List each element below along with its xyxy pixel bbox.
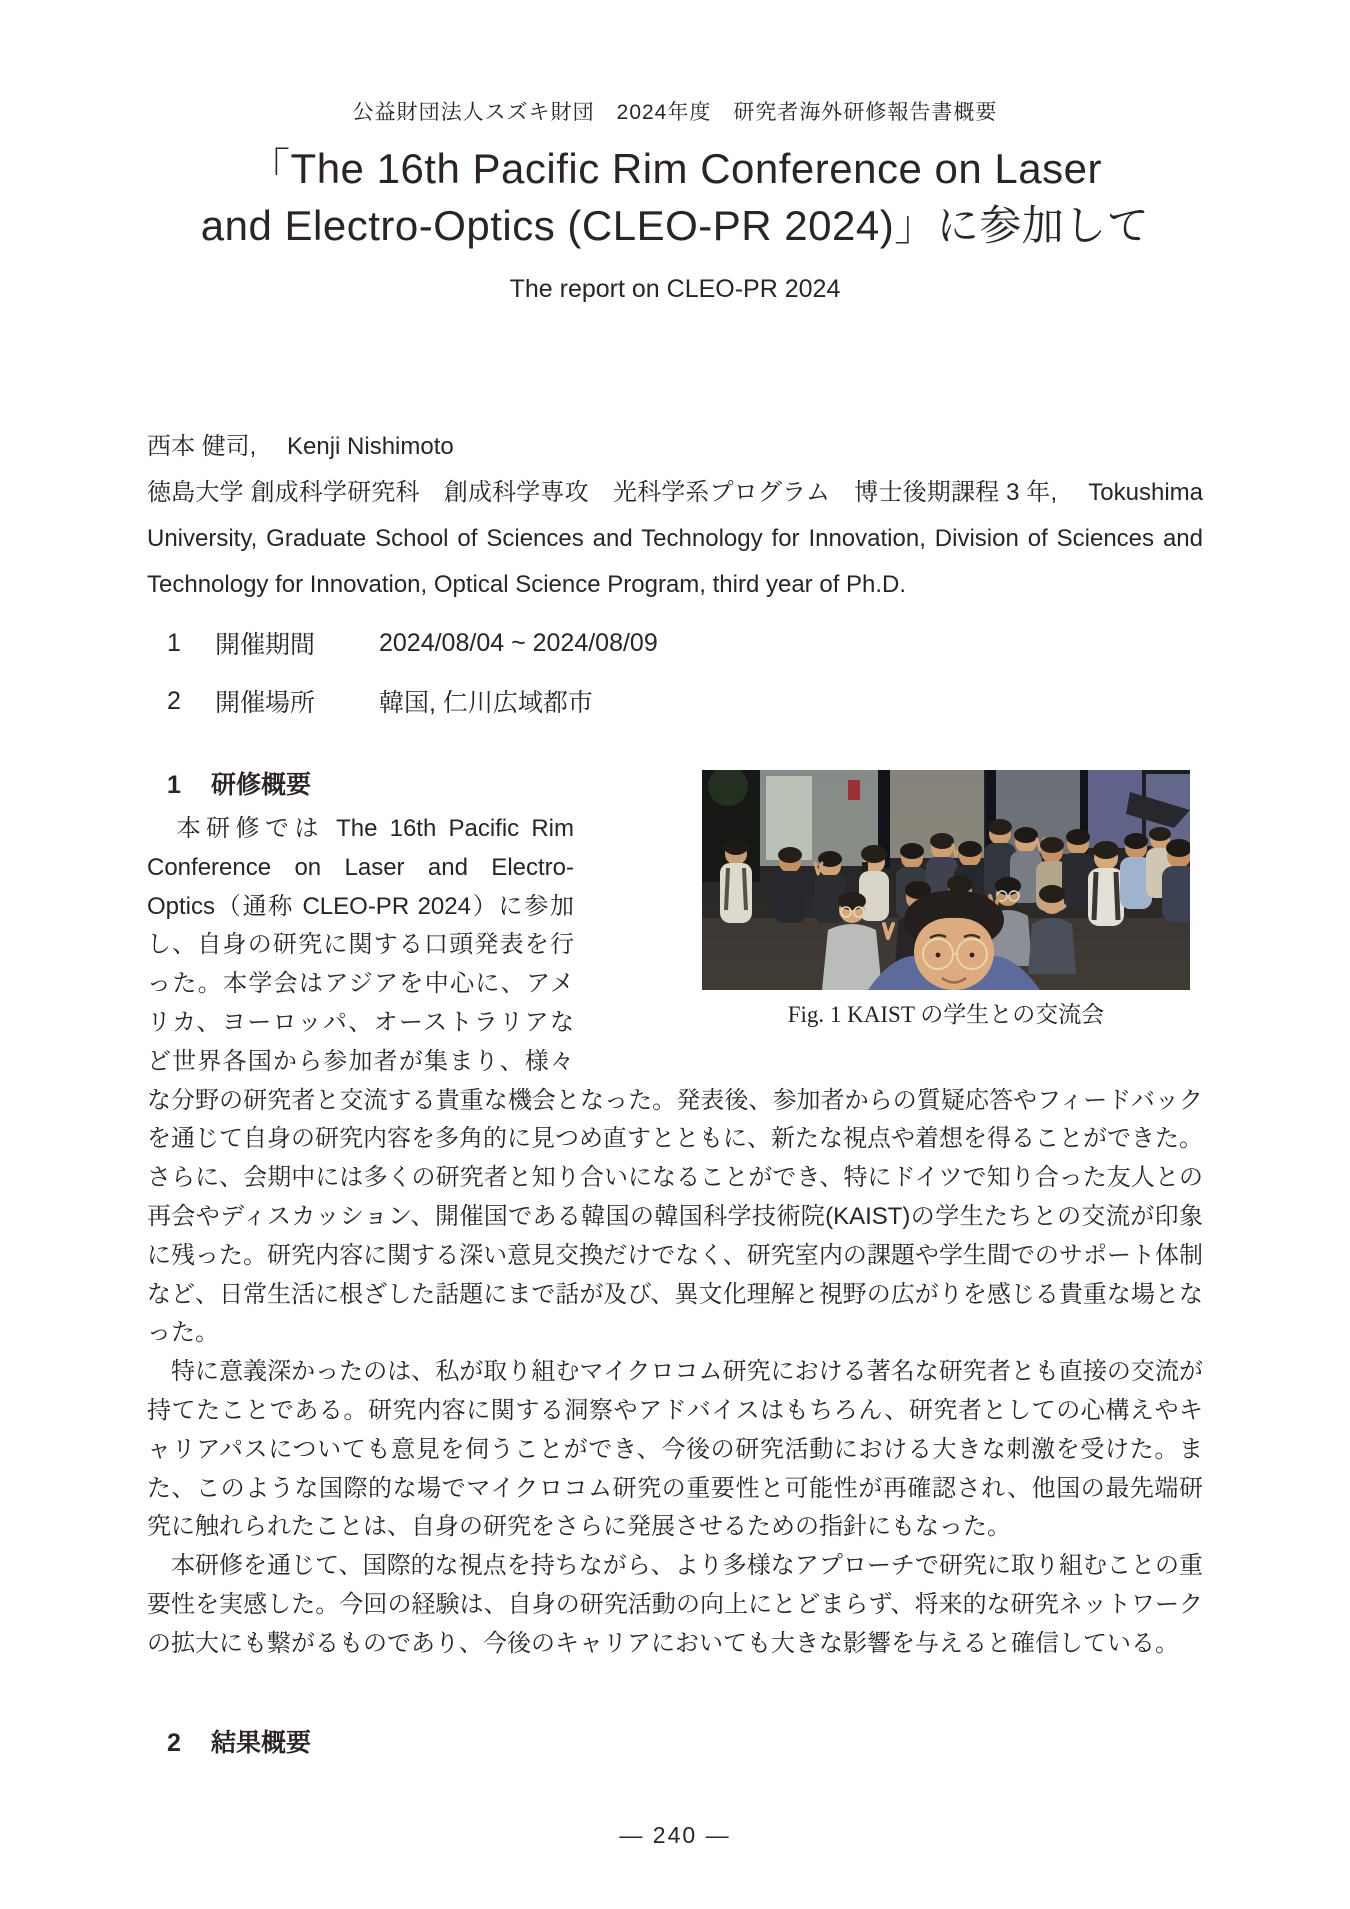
report-title-line1: 「The 16th Pacific Rim Conference on Laser [248, 145, 1102, 192]
group-photo-illustration [702, 770, 1190, 990]
meta-item-number: 2 [167, 686, 181, 715]
meta-item-label: 開催期間 [215, 631, 316, 659]
page-number: — 240 — [619, 1822, 731, 1848]
meta-items [147, 614, 1203, 730]
figure-1 [702, 770, 1190, 1028]
meta-item-value: 韓国, 仁川広域都市 [379, 689, 593, 717]
meta-item-value: 2024/08/04 ~ 2024/08/09 [379, 628, 658, 657]
section-training-overview [147, 770, 1203, 1664]
report-header: 公益財団法人スズキ財団 2024年度 研究者海外研修報告書概要 [352, 101, 998, 124]
section-results-overview [147, 1728, 1203, 1758]
report-subtitle: The report on CLEO-PR 2024 [509, 275, 841, 303]
section-title: 研修概要 [211, 771, 312, 799]
section-1-paragraph-3: 本研修を通じて、国際的な視点を持ちながら、より多様なアプローチで研究に取り組むことの重要性を実感した。今回の経験は、自身の研究活動の向上にとどまらず、将来的な研究ネットワークの拡大にも繋がるものであり、今後のキャリアにおいても大きな影響を与えると確信している。 [147, 1552, 1203, 1657]
meta-item-venue [147, 672, 1203, 730]
figure-1-caption: Fig. 1 KAIST の学生との交流会 [787, 1002, 1105, 1027]
section-1-paragraph-2: 特に意義深かったのは、私が取り組むマイクロコム研究における著名な研究者とも直接の交流が持てたことである。研究内容に関する洞察やアドバイスはもちろん、研究者としての心構えやキャリアパスについても意見を伺うことができ、今後の研究活動における大きな刺激を受けた。また、このような国際的な場でマイクロコム研究の重要性と可能性が再確認され、他国の最先端研究に触れられたことは、自身の研究をさらに発展させるための指針にもなった。 [147, 1358, 1203, 1541]
section-1-paragraph-1: 本研修では The 16th Pacific Rim Conference on Laser and Electro-Optics（通称 CLEO-PR 2024）に参加し、自身の研究に関する口頭発表を行った。本学会はアジアを中心に、アメリカ、ヨーロッパ、オーストラリアなど世界各国から参加者が集まり、様々な分野の研究者と交流する貴重な機会となった。発表後、参加者からの質疑応答やフィードバックを通じて自身の研究内容を多角的に見つめ直すとともに、新たな視点や着想を得ることができた。さらに、会期中には多くの研究者と知り合いになることができ、特にドイツで知り合った友人との再会やディスカッション、開催国である韓国の韓国科学技術院(KAIST)の学生たちとの交流が印象に残った。研究内容に関する深い意見交換だけでなく、研究室内の課題や学生間でのサポート体制など、日常生活に根ざした話題にまで話が及び、異文化理解と視野の広がりを感じる貴重な場となった。 [147, 815, 1203, 1347]
section-title: 結果概要 [211, 1728, 312, 1757]
section-2-heading [147, 1728, 1203, 1758]
meta-item-number: 1 [167, 628, 181, 657]
section-number: 1 [167, 771, 181, 799]
author-names: 西本 健司, Kenji Nishimoto [147, 433, 454, 460]
author-affiliation: 徳島大学 創成科学研究科 創成科学専攻 光科学系プログラム 博士後期課程 3 年, Tokushima University, Graduate School of Sciences and Technology for Innovation, Division of Sciences and Technology for Innovation, Optical Science Program, third year of Ph.D. [147, 479, 1203, 598]
meta-item-period [147, 614, 1203, 672]
meta-item-label: 開催場所 [215, 689, 316, 717]
group-photo [702, 770, 1190, 990]
section-1-heading [147, 770, 574, 800]
report-title-line2: and Electro-Optics (CLEO-PR 2024)」に参加して [200, 202, 1150, 249]
section-number: 2 [167, 1728, 181, 1757]
report-title [147, 140, 1203, 254]
